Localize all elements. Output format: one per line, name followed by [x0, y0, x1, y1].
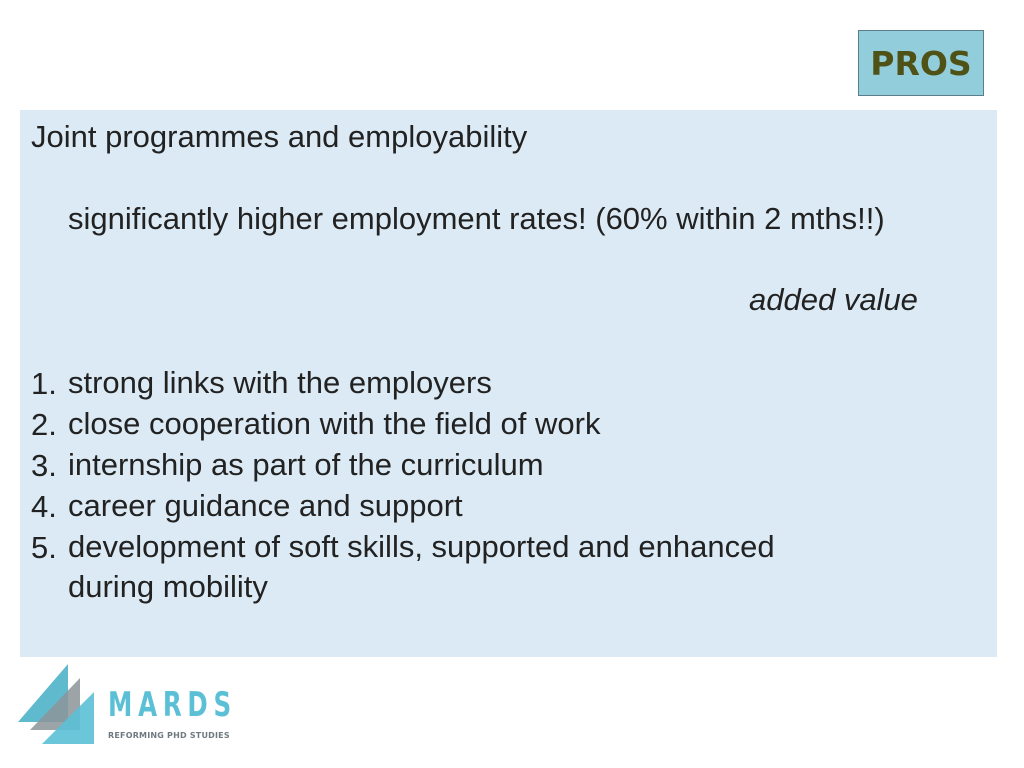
list-item-number: 1.	[31, 366, 57, 401]
list-item-text: internship as part of the curriculum	[68, 447, 544, 482]
list-item	[31, 404, 775, 445]
added-value-list	[31, 363, 775, 607]
list-item-number: 2.	[31, 407, 57, 442]
list-item	[31, 363, 775, 404]
list-item-number: 4.	[31, 489, 57, 524]
pros-badge: PROS	[858, 30, 984, 96]
list-item-text: career guidance and support	[68, 488, 463, 523]
list-item-number: 5.	[31, 530, 57, 565]
section-heading: Joint programmes and employability	[31, 119, 528, 154]
logo-wordmark: MARDS	[108, 685, 237, 725]
content-panel	[20, 110, 997, 657]
list-item-text: close cooperation with the field of work	[68, 406, 601, 441]
list-item	[31, 486, 775, 527]
list-item	[31, 527, 775, 607]
logo-tagline: REFORMING PHD STUDIES	[108, 731, 230, 740]
employment-rate-highlight: significantly higher employment rates! (60% within 2 mths!!)	[68, 201, 885, 236]
added-value-label: added value	[749, 282, 918, 317]
list-item-text: strong links with the employers	[68, 365, 492, 400]
list-item-number: 3.	[31, 448, 57, 483]
list-item	[31, 445, 775, 486]
list-item-text: development of soft skills, supported and enhanced during mobility	[68, 529, 775, 604]
